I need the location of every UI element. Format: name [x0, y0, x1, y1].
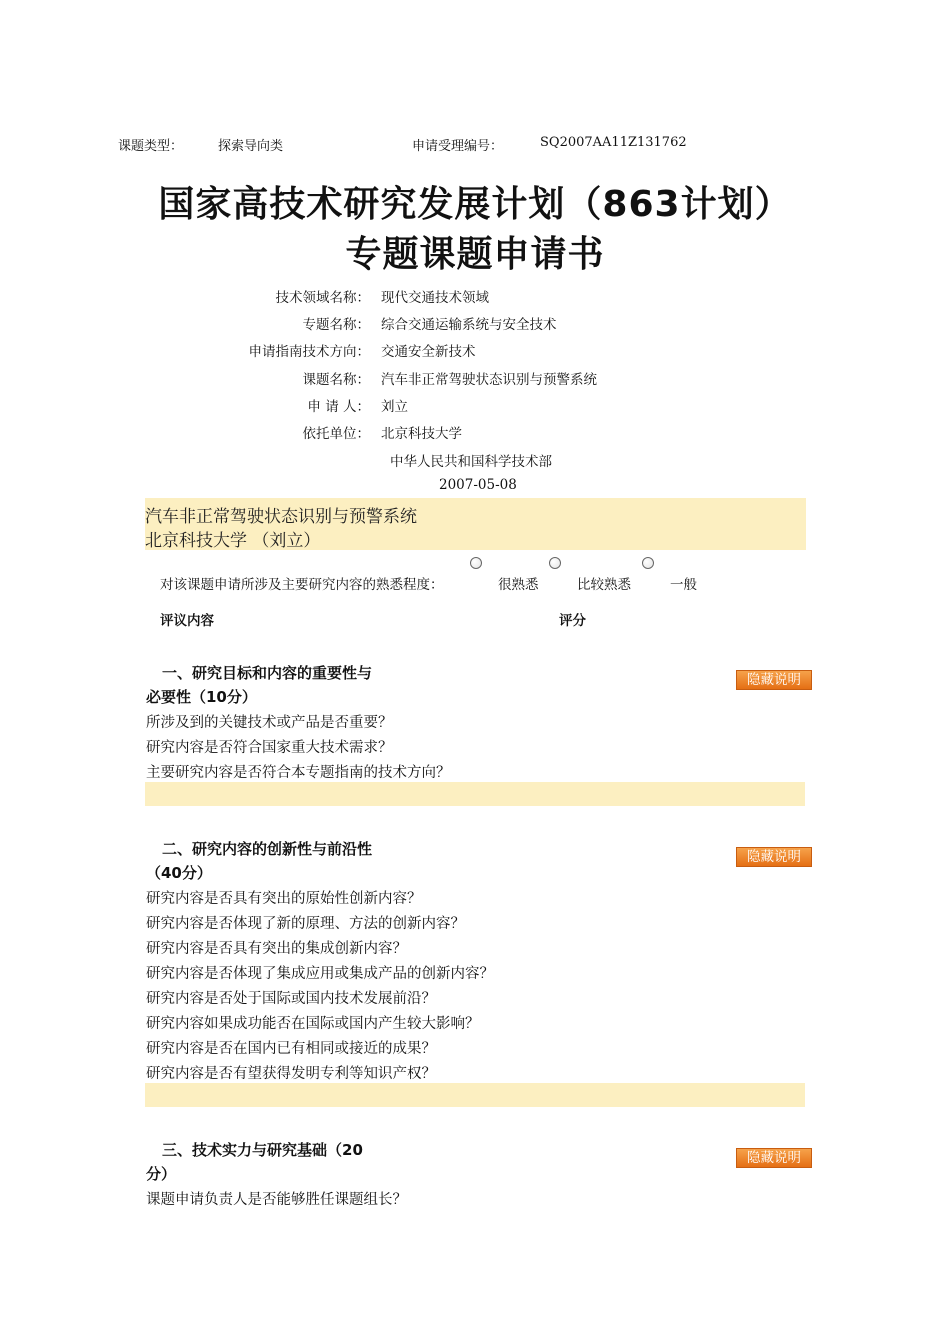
hide-notes-button-3[interactable]: 隐藏说明 [736, 1148, 812, 1168]
column-header-score: 评分 [559, 613, 586, 629]
meta-label-institution: 依托单位： [302, 426, 370, 442]
section-2-question: 研究内容是否体现了新的原理、方法的创新内容？ [146, 916, 465, 932]
section-2-title-cont: （40分） [146, 864, 212, 882]
issue-date: 2007-05-08 [439, 477, 517, 493]
section-1-title-cont: 必要性（10分） [146, 688, 257, 706]
project-type-value: 探索导向类 [218, 139, 284, 154]
meta-value-institution: 北京科技大学 [381, 426, 462, 442]
meta-label-project-name: 课题名称： [302, 372, 370, 388]
meta-value-project-name: 汽车非正常驾驶状态识别与预警系统 [381, 372, 597, 388]
meta-label-tech-field: 技术领域名称： [275, 290, 370, 306]
meta-label-applicant: 申 请 人： [307, 399, 370, 415]
option-fairly-familiar-label[interactable]: 比较熟悉 [577, 577, 631, 593]
meta-value-guide-direction: 交通安全新技术 [381, 344, 476, 360]
section-2-question: 研究内容是否处于国际或国内技术发展前沿？ [146, 991, 436, 1007]
document-subtitle: 专题课题申请书 [345, 234, 605, 275]
meta-label-topic: 专题名称： [302, 317, 370, 333]
issuer: 中华人民共和国科学技术部 [390, 454, 552, 470]
radio-fairly-familiar[interactable] [549, 557, 561, 569]
section-1-title: 一、研究目标和内容的重要性与 [162, 664, 373, 682]
section-2-score-field[interactable] [145, 1083, 805, 1107]
option-very-familiar-label[interactable]: 很熟悉 [498, 577, 539, 593]
column-header-content: 评议内容 [160, 613, 214, 629]
section-2-question: 研究内容如果成功能否在国际或国内产生较大影响？ [146, 1016, 480, 1032]
section-3-question: 课题申请负责人是否能够胜任课题组长？ [146, 1192, 407, 1208]
radio-very-familiar[interactable] [470, 557, 482, 569]
section-3-title: 三、技术实力与研究基础（20 [162, 1141, 363, 1159]
section-3-title-cont: 分） [146, 1165, 177, 1183]
application-number-label: 申请受理编号： [412, 139, 504, 154]
section-1-question: 主要研究内容是否符合本专题指南的技术方向？ [146, 765, 451, 781]
familiarity-question: 对该课题申请所涉及主要研究内容的熟悉程度： [160, 577, 444, 593]
document-title: 国家高技术研究发展计划（863计划） [158, 184, 792, 225]
banner-institution-applicant: 北京科技大学 （刘立） [145, 531, 321, 551]
project-banner [145, 498, 806, 550]
meta-value-topic: 综合交通运输系统与安全技术 [381, 317, 557, 333]
section-2-question: 研究内容是否有望获得发明专利等知识产权？ [146, 1066, 436, 1082]
section-2-question: 研究内容是否在国内已有相同或接近的成果？ [146, 1041, 436, 1057]
section-2-question: 研究内容是否具有突出的原始性创新内容？ [146, 891, 422, 907]
meta-label-guide-direction: 申请指南技术方向： [248, 344, 370, 360]
section-2-question: 研究内容是否体现了集成应用或集成产品的创新内容？ [146, 966, 494, 982]
hide-notes-button-2[interactable]: 隐藏说明 [736, 847, 812, 867]
project-type-label: 课题类型： [118, 139, 184, 154]
option-average-label[interactable]: 一般 [670, 577, 697, 593]
hide-notes-button-1[interactable]: 隐藏说明 [736, 670, 812, 690]
section-1-score-field[interactable] [145, 782, 805, 806]
section-2-title: 二、研究内容的创新性与前沿性 [162, 840, 373, 858]
application-number-value: SQ2007AA11Z131762 [540, 135, 687, 150]
banner-project-name: 汽车非正常驾驶状态识别与预警系统 [145, 507, 417, 527]
section-1-question: 所涉及到的关键技术或产品是否重要？ [146, 715, 393, 731]
section-2-question: 研究内容是否具有突出的集成创新内容？ [146, 941, 407, 957]
meta-value-tech-field: 现代交通技术领域 [381, 290, 489, 306]
radio-average[interactable] [642, 557, 654, 569]
meta-value-applicant: 刘立 [381, 399, 408, 415]
section-1-question: 研究内容是否符合国家重大技术需求？ [146, 740, 393, 756]
